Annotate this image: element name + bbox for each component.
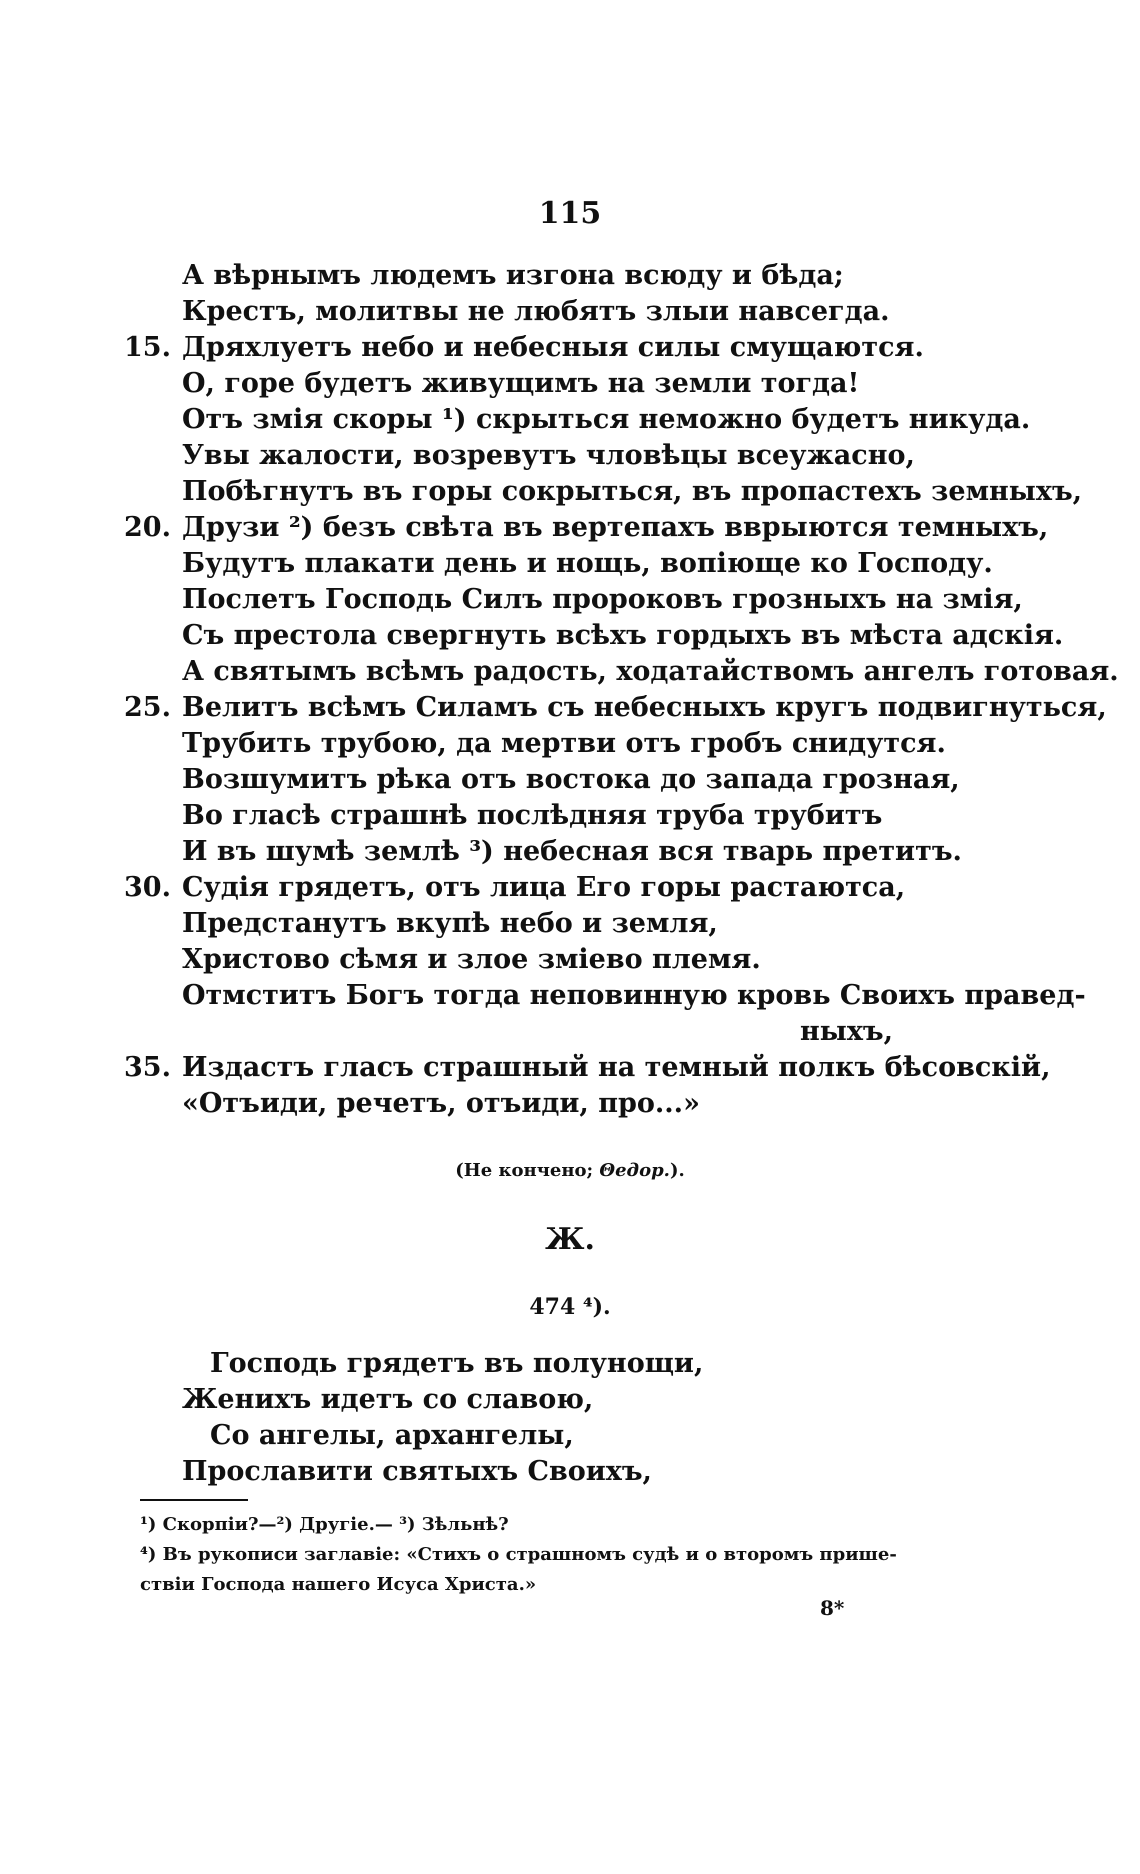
- line-text: «Отъиди, речетъ, отъиди, про...»: [182, 1088, 700, 1119]
- section-letter: Ж.: [545, 1222, 595, 1257]
- poem-line: [0, 762, 1140, 798]
- line-text: А вѣрнымъ людемъ изгона всюду и бѣда;: [182, 260, 844, 291]
- poem-line: [0, 978, 1140, 1014]
- poem-line: [0, 402, 1140, 438]
- poem-line: [0, 330, 1140, 366]
- line-text: Съ престола свергнуть всѣхъ гордыхъ въ мѣста адскія.: [182, 620, 1064, 651]
- poem-line: [0, 942, 1140, 978]
- poem-line: [0, 366, 1140, 402]
- note-suffix: ).: [669, 1160, 685, 1181]
- line-text: Дряхлуетъ небо и небесныя силы смущаются.: [182, 332, 924, 363]
- line-text: И въ шумѣ землѣ ³) небесная вся тварь претитъ.: [182, 836, 962, 867]
- poem-line: [0, 510, 1140, 546]
- poem-line: [0, 906, 1140, 942]
- note-author: Θедор.: [599, 1160, 670, 1181]
- line-text: Отмститъ Богъ тогда неповинную кровь Своихъ правед-: [182, 980, 1086, 1011]
- poem-line: [0, 438, 1140, 474]
- second-poem-line: Господь грядетъ въ полунощи,: [210, 1348, 704, 1379]
- line-text: Велитъ всѣмъ Силамъ съ небесныхъ кругъ подвигнуться,: [182, 692, 1107, 723]
- poem-line: [0, 870, 1140, 906]
- line-text: Увы жалости, возревутъ чловѣцы всеужасно,: [182, 440, 915, 471]
- footnote-line: ¹) Скорпіи?—²) Другіе.— ³) Зѣльнѣ?: [140, 1514, 509, 1535]
- line-text: Возшумитъ рѣка отъ востока до запада грозная,: [182, 764, 960, 795]
- poem-line: [0, 726, 1140, 762]
- poem-line: [0, 1050, 1140, 1086]
- poem-line: [0, 654, 1140, 690]
- line-number: 25.: [124, 692, 171, 723]
- line-text: Издастъ гласъ страшный на темный полкъ бѣсовскій,: [182, 1052, 1051, 1083]
- line-text: Друзи ²) безъ свѣта въ вертепахъ вврыются темныхъ,: [182, 512, 1049, 543]
- poem-line: [0, 258, 1140, 294]
- footnotes: [140, 1510, 920, 1600]
- poem-line: [0, 798, 1140, 834]
- line-text: Во гласѣ страшнѣ послѣдняя труба трубитъ: [182, 800, 883, 831]
- poem-line: [0, 1086, 1140, 1122]
- item-number: [0, 1294, 1140, 1320]
- line-text: Христово сѣмя и злое зміево племя.: [182, 944, 761, 975]
- poem: [0, 258, 1140, 1122]
- poem-line: [0, 834, 1140, 870]
- footnote-line: ⁴) Въ рукописи заглавіе: «Стихъ о страшномъ судѣ и о второмъ прише-: [140, 1544, 897, 1565]
- line-text: Отъ змія скоры ¹) скрыться неможно будетъ никуда.: [182, 404, 1031, 435]
- signature-mark: 8*: [820, 1596, 845, 1620]
- line-number: 30.: [124, 872, 171, 903]
- line-text: О, горе будетъ живущимъ на земли тогда!: [182, 368, 860, 399]
- poem-line: [0, 546, 1140, 582]
- poem-line: [0, 582, 1140, 618]
- footnote-divider: [140, 1499, 248, 1501]
- line-text: А святымъ всѣмъ радость, ходатайствомъ ангелъ готовая.: [182, 656, 1119, 687]
- poem-line: [0, 474, 1140, 510]
- line-text: Предстанутъ вкупѣ небо и земля,: [182, 908, 718, 939]
- line-text: Послетъ Господь Силъ пророковъ грозныхъ на змія,: [182, 584, 1023, 615]
- poem-line: [0, 618, 1140, 654]
- note-prefix: (Не кончено;: [455, 1160, 594, 1181]
- footnote-line: ствіи Господа нашего Исуса Христа.»: [140, 1574, 537, 1595]
- line-number: 35.: [124, 1052, 171, 1083]
- poem-line: [0, 690, 1140, 726]
- line-number: 20.: [124, 512, 171, 543]
- second-poem-line: Прославити святыхъ Своихъ,: [182, 1456, 652, 1487]
- second-poem-line: Со ангелы, архангелы,: [210, 1420, 574, 1451]
- line-text: Трубить трубою, да мертви отъ гробъ снидутся.: [182, 728, 946, 759]
- poem-line: [0, 294, 1140, 330]
- line-number: 15.: [124, 332, 171, 363]
- second-poem-line: Женихъ идетъ со славою,: [182, 1384, 594, 1415]
- line-text: Судія грядетъ, отъ лица Его горы растаютса,: [182, 872, 906, 903]
- page-number: 115: [538, 196, 602, 231]
- line-text: Крестъ, молитвы не любятъ злыи навсегда.: [182, 296, 890, 327]
- poem-line: [0, 1014, 1140, 1050]
- line-text: ныхъ,: [800, 1016, 894, 1047]
- line-text: Побѣгнутъ въ горы сокрыться, въ пропастехъ земныхъ,: [182, 476, 1083, 507]
- incomplete-note: [0, 1160, 1140, 1181]
- item-footnote-ref: ⁴).: [582, 1294, 611, 1320]
- line-text: Будутъ плакати день и нощь, вопіюще ко Господу.: [182, 548, 993, 579]
- item-number-value: 474: [529, 1294, 576, 1320]
